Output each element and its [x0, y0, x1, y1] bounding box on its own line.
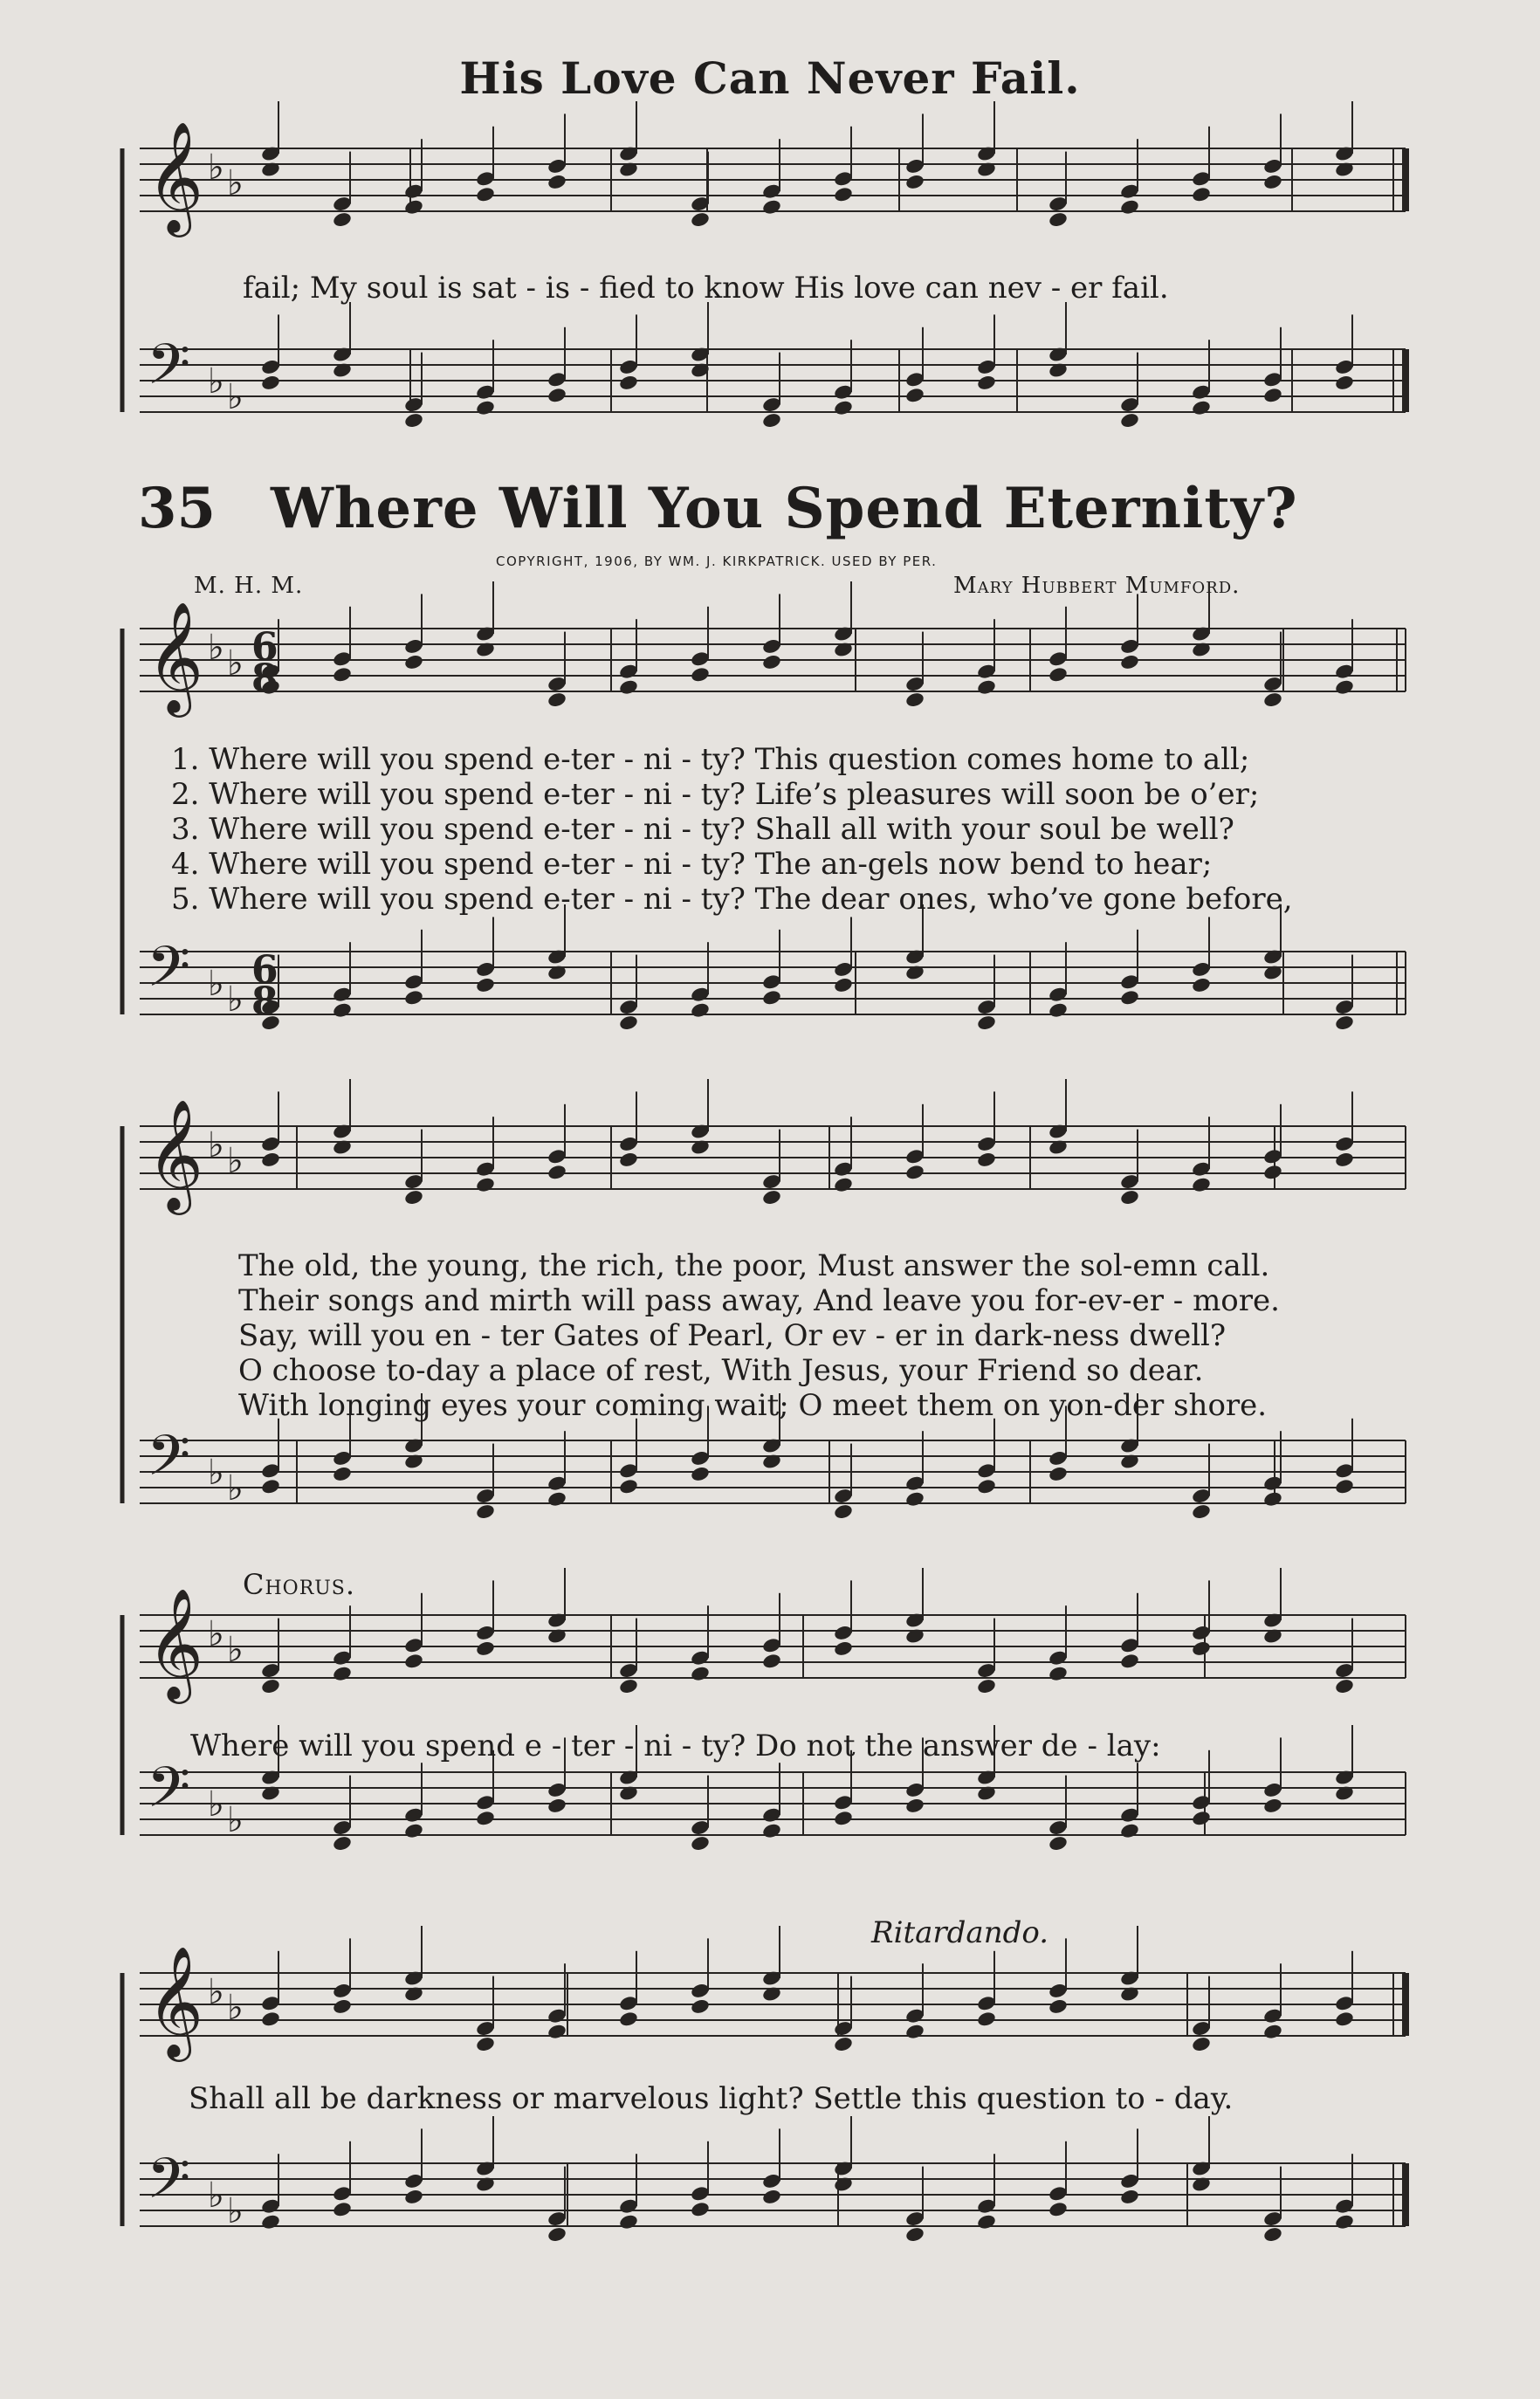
bass-clef-icon: 𝄢 — [147, 333, 191, 411]
chorus-lyric-2: Shall all be darkness or marvelous light? Settle this question to - day. — [189, 2081, 1234, 2116]
flat-icon: ♭ — [208, 1125, 224, 1165]
bass-clef-icon: 𝄢 — [147, 2147, 191, 2225]
stanza-3-line-1: 3. Where will you spend e-ter - ni - ty? Shall all with your soul be well? — [171, 812, 1234, 847]
stanza-5-line-2: With longing eyes your coming wait; O meet them on yon-der shore. — [238, 1388, 1268, 1423]
flat-icon: ♭ — [227, 377, 244, 417]
flat-icon: ♭ — [227, 1988, 244, 2028]
time-signature-numerator: 6 — [251, 948, 278, 993]
stanza-3-line-2: Say, will you en - ter Gates of Pearl, Or ev - er in dark-ness dwell? — [238, 1318, 1227, 1353]
flat-icon: ♭ — [227, 643, 244, 684]
stanza-2-line-1: 2. Where will you spend e-ter - ni - ty? Life’s pleasures will soon be o’er; — [171, 777, 1260, 812]
chorus-lyric-1: Where will you spend e - ter - ni - ty? Do not the answer de - lay: — [190, 1729, 1161, 1763]
flat-icon: ♭ — [208, 964, 224, 1004]
flat-icon: ♭ — [227, 1468, 244, 1509]
flat-icon: ♭ — [227, 1800, 244, 1840]
flat-icon: ♭ — [227, 980, 244, 1020]
composer-credit: M. H. M. — [194, 573, 304, 599]
time-signature-denominator: 8 — [251, 980, 278, 1024]
stanza-1-line-2: The old, the young, the rich, the poor, Must answer the sol-emn call. — [238, 1248, 1270, 1283]
flat-icon: ♭ — [208, 1972, 224, 2012]
treble-clef-icon: 𝄞 — [147, 1587, 204, 1699]
hymn-title: Where Will You Spend Eternity? — [271, 476, 1298, 541]
flat-icon: ♭ — [208, 361, 224, 402]
flat-icon: ♭ — [227, 2191, 244, 2231]
previous-hymn-lyric: fail; My soul is sat - is - fied to know His love can nev - er fail. — [243, 271, 1169, 306]
flat-icon: ♭ — [227, 163, 244, 203]
treble-clef-icon: 𝄞 — [147, 1098, 204, 1210]
flat-icon: ♭ — [208, 2176, 224, 2216]
flat-icon: ♭ — [208, 148, 224, 188]
bass-clef-icon: 𝄢 — [147, 935, 191, 1014]
flat-icon: ♭ — [227, 1630, 244, 1670]
stanza-1-line-1: 1. Where will you spend e-ter - ni - ty? This question comes home to all; — [171, 742, 1250, 777]
copyright-notice: COPYRIGHT, 1906, BY WM. J. KIRKPATRICK. USED BY PER. — [496, 553, 938, 569]
flat-icon: ♭ — [208, 1453, 224, 1493]
flat-icon: ♭ — [208, 1614, 224, 1654]
flat-icon: ♭ — [208, 628, 224, 668]
tempo-marking: Ritardando. — [871, 1915, 1049, 1950]
chorus-label: Chorus. — [243, 1568, 356, 1601]
hymn-number: 35 — [138, 476, 217, 541]
bass-clef-icon: 𝄢 — [147, 1424, 191, 1502]
time-signature-numerator: 6 — [251, 625, 278, 670]
stanza-5-line-1: 5. Where will you spend e-ter - ni - ty? The dear ones, who’ve gone before, — [171, 882, 1293, 917]
author-credit: Mary Hubbert Mumford. — [953, 573, 1241, 599]
previous-hymn-title: His Love Can Never Fail. — [459, 52, 1081, 104]
flat-icon: ♭ — [208, 1784, 224, 1825]
treble-clef-icon: 𝄞 — [147, 120, 204, 232]
time-signature-denominator: 8 — [251, 656, 278, 701]
stanza-2-line-2: Their songs and mirth will pass away, And leave you for-ev-er - more. — [238, 1283, 1280, 1318]
bass-clef-icon: 𝄢 — [147, 1756, 191, 1834]
treble-clef-icon: 𝄞 — [147, 1945, 204, 2057]
flat-icon: ♭ — [227, 1141, 244, 1181]
treble-clef-icon: 𝄞 — [147, 601, 204, 712]
stanza-4-line-2: O choose to-day a place of rest, With Jesus, your Friend so dear. — [238, 1353, 1204, 1388]
stanza-4-line-1: 4. Where will you spend e-ter - ni - ty? The an-gels now bend to hear; — [171, 847, 1213, 882]
